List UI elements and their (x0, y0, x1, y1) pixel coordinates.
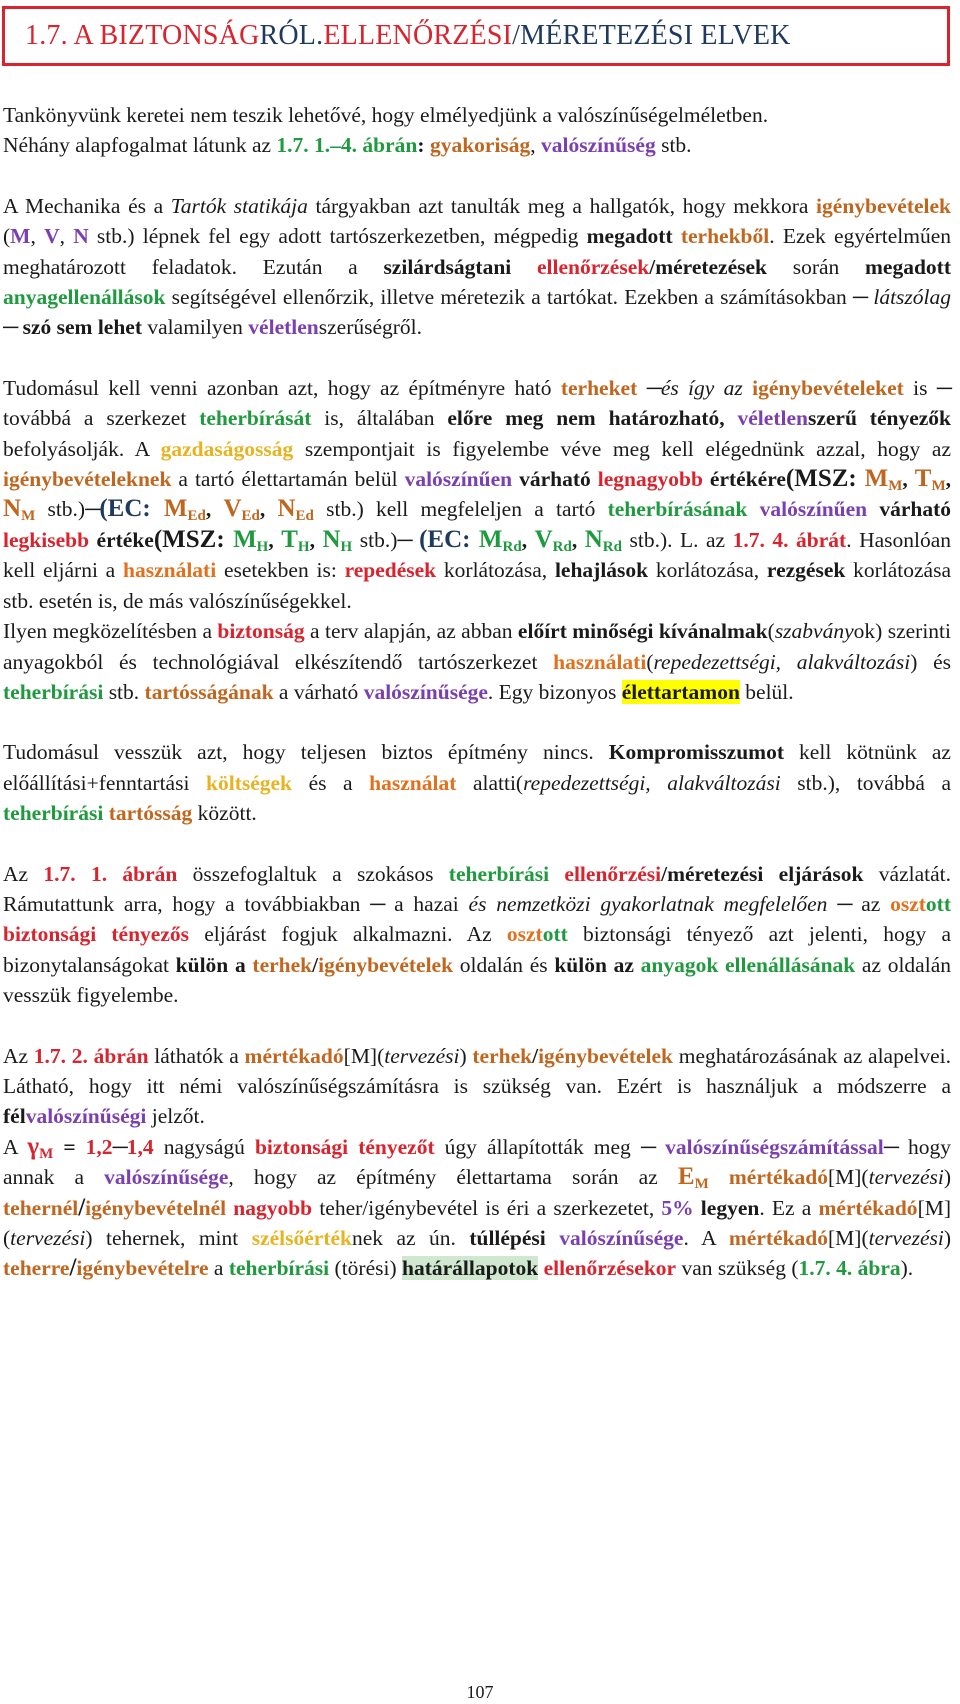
paragraph-4: Ilyen megközelítésben a biztonság a terv alapján, az abban előírt minőségi kívánalmak(szabványok) szerinti anyagokból és technológiával elkészítendő tartószerkezet használati(repedezettségi, alakváltozási) és teherbírási stb. tartósságának a várható valószínűsége. Egy bizonyos élettartamon belül. (3, 619, 951, 704)
title-part-2: RÓL. (259, 20, 324, 51)
paragraph-8: A $\gamma_M$ = 1,2─1,4 nagyságú biztonsági tényezőt úgy állapították meg ─ valószínűségszámítással─ hogy annak a valószínűsége, hogy az építmény élettartama során az $E_M$ mértékadó[M](tervezési) tehernél/igénybevételnél nagyobb teher/igénybevétel is éri a szerkezetet, 5% legyen. Ez a mértékadó[M](tervezési) tehernek, mint szélsőértéknek az ún. túllépési valószínűsége. A mértékadó[M](tervezési) teherre/igénybevételre a teherbírási (törési) határállapotok ellenőrzésekor van szükség (1.7. 4. ábra). (3, 1132, 952, 1282)
section-title (2, 6, 950, 66)
paragraph-2: A Mechanika és a Tartók statikája tárgyakban azt tanulták meg a hallgatók, hogy mekkora igénybevételek (M, V, N stb.) lépnek fel egy adott tartószerkezetben, mégpedig megadott terhekből. Ezek egyértelműen meghatározott feladatok. Ezután a szilárdságtani ellenőrzések/méretezések során megadott anyagellenállások segítségével ellenőrzik, illetve méretezik a tartókat. Ezekben a számításokban ─ látszólag ─ szó sem lehet valamilyen véletlenszerűségről. (3, 193, 952, 340)
title-part-1: 1.7. A BIZTONSÁG (25, 20, 260, 51)
text: Tankönyvünk keretei nem teszik lehetővé, hogy elmélyedjünk a valószínűségelméletben. (3, 103, 769, 127)
title-part-3: ELLENŐRZÉSI (323, 20, 513, 51)
paragraph-3: Tudomásul kell venni azonban azt, hogy az építményre ható terheket ─és így az igénybevételeket is ─ továbbá a szerkezet teherbírását is, általában előre meg nem határozható, véletlenszerű tényezők befolyásolják. A gazdaságosság szempontjait is figyelembe véve meg kell elégednünk azzal, hogy az igénybevételeknek a tartó élettartamán belül valószínűen várható legnagyobb értékére(MSZ: $M_M$, $T_M$, $N_M$ stb.)─(EC: $M_{Ed}$, $V_{Ed}$, $N_{Ed}$ stb.) kell megfeleljen a tartó teherbírásának valószínűen várható legkisebb értéke(MSZ: $M_H$, $T_H$, $N_H$ stb.)─ (EC: $M_{Rd}$, $V_{Rd}$, $N_{Rd}$ stb.). L. az 1.7. 4. ábrát. Hasonlóan kell eljárni a használati esetekben is: repedések korlátozása, lehajlások korlátozása, rezgések korlátozása stb. esetén is, de más valószínűségekkel. (3, 375, 952, 613)
highlighted-lifetime: élettartamon (621, 679, 740, 704)
paragraph-5: Tudomásul vesszük azt, hogy teljesen biztos építmény nincs. Kompromisszumot kell kötnünk az előállítási+fenntartási költségek és a használat alatti(repedezettségi, alakváltozási stb.), továbbá a teherbírási tartósság között. (3, 740, 952, 826)
figure-ref: 1.7. 1.–4. ábrán (276, 133, 418, 158)
paragraph-6: Az 1.7. 1. ábrán összefoglaltuk a szokásos teherbírási ellenőrzési/méretezési eljárások vázlatát. Rámutattunk arra, hogy a továbbiakban ─ a hazai és nemzetközi gyakorlatnak megfelelően ─ az osztott biztonsági tényezős eljárást fogjuk alkalmazni. Az osztott biztonsági tényező azt jelenti, hogy a bizonytalanságokat külön a terhek/igénybevételek oldalán és külön az anyagok ellenállásának az oldalán vesszük figyelembe. (3, 861, 952, 1008)
page-body (3, 100, 951, 1284)
paragraph-7: Az 1.7. 2. ábrán láthatók a mértékadó[M](tervezési) terhek/igénybevételek meghatározásának az alapelvei. Látható, hogy itt némi valószínűségszámításra is szükség van. Ezért is használjuk a módszerre a félvalószínűségi jelzőt. (3, 1043, 951, 1129)
page-number: 107 (466, 1682, 494, 1702)
title-part-4: /MÉRETEZÉSI ELVEK (512, 20, 791, 51)
highlighted-limit-state: határállapotok (402, 1256, 539, 1281)
paragraph-1: Tankönyvünk keretei nem teszik lehetővé, hogy elmélyedjünk a valószínűségelméletben. Néhány alapfogalmat látunk az 1.7. 1.–4. ábrán: gyakoriság, valószínűség stb. (3, 103, 769, 158)
